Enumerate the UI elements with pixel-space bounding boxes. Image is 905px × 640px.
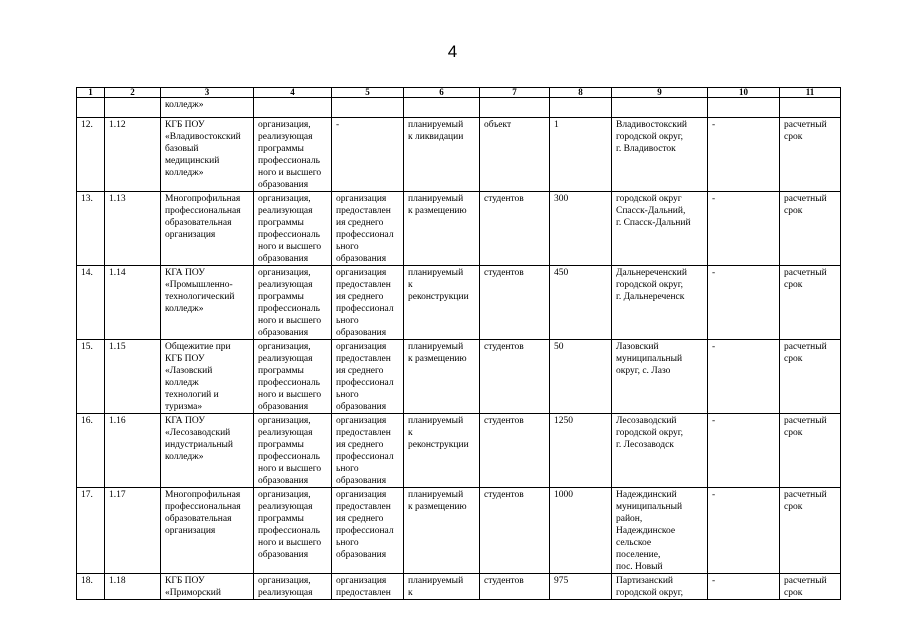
cell-unit [480, 98, 550, 118]
cell-unit: студентов [480, 192, 550, 266]
table-row [77, 98, 841, 118]
cell-term: расчетный срок [780, 488, 841, 574]
cell-object-type: организация, реализующая [254, 574, 332, 600]
cell-capacity: 1 [550, 118, 612, 192]
table-row [77, 574, 841, 600]
cell-object-purpose: - [332, 118, 404, 192]
cell-unit: студентов [480, 414, 550, 488]
cell-status: планируемый к [404, 574, 480, 600]
cell-zone: - [708, 340, 780, 414]
cell-capacity: 1000 [550, 488, 612, 574]
cell-capacity [550, 98, 612, 118]
cell-term [780, 98, 841, 118]
column-header-object-purpose: 5 [332, 88, 404, 98]
cell-object-type: организация, реализующая программы профессиональ ного и высшего образования [254, 414, 332, 488]
cell-term: расчетный срок [780, 266, 841, 340]
cell-status: планируемый к реконструкции [404, 414, 480, 488]
table-row [77, 192, 841, 266]
cell-location [612, 98, 708, 118]
cell-capacity: 975 [550, 574, 612, 600]
cell-object-type: организация, реализующая программы профессиональ ного и высшего образования [254, 266, 332, 340]
cell-zone: - [708, 488, 780, 574]
table-header-row [77, 88, 841, 98]
cell-object-name: КГА ПОУ «Промышленно- технологический колледж» [161, 266, 254, 340]
cell-status [404, 98, 480, 118]
page-number: 4 [447, 42, 458, 61]
cell-zone: - [708, 192, 780, 266]
cell-status: планируемый к реконструкции [404, 266, 480, 340]
cell-row-number: 12. [77, 118, 105, 192]
cell-location: Владивостокский городской округ, г. Владивосток [612, 118, 708, 192]
column-header-zone: 10 [708, 88, 780, 98]
table-row [77, 340, 841, 414]
cell-location: Лазовский муниципальный округ, с. Лазо [612, 340, 708, 414]
cell-capacity: 1250 [550, 414, 612, 488]
cell-object-name: КГБ ПОУ «Владивостокский базовый медицинский колледж» [161, 118, 254, 192]
cell-row-number [77, 98, 105, 118]
cell-item-code: 1.12 [105, 118, 161, 192]
column-header-object-type: 4 [254, 88, 332, 98]
cell-capacity: 300 [550, 192, 612, 266]
cell-row-number: 14. [77, 266, 105, 340]
cell-status: планируемый к размещению [404, 488, 480, 574]
cell-item-code: 1.15 [105, 340, 161, 414]
cell-unit: студентов [480, 266, 550, 340]
cell-unit: студентов [480, 488, 550, 574]
cell-item-code: 1.13 [105, 192, 161, 266]
cell-location: Партизанский городской округ, [612, 574, 708, 600]
cell-location: Лесозаводский городской округ, г. Лесозаводск [612, 414, 708, 488]
table-body [77, 88, 841, 600]
column-header-capacity: 8 [550, 88, 612, 98]
cell-status: планируемый к размещению [404, 340, 480, 414]
cell-row-number: 15. [77, 340, 105, 414]
table-row [77, 266, 841, 340]
cell-object-purpose: организация предоставлен ия среднего профессионал ьного образования [332, 414, 404, 488]
cell-capacity: 50 [550, 340, 612, 414]
cell-object-purpose: организация предоставлен [332, 574, 404, 600]
cell-location: городской округ Спасск-Дальний, г. Спасск-Дальний [612, 192, 708, 266]
cell-object-purpose: организация предоставлен ия среднего профессионал ьного образования [332, 340, 404, 414]
cell-term: расчетный срок [780, 414, 841, 488]
cell-location: Дальнереченский городской округ, г. Дальнереченск [612, 266, 708, 340]
cell-item-code: 1.18 [105, 574, 161, 600]
column-header-item-code: 2 [105, 88, 161, 98]
cell-object-purpose: организация предоставлен ия среднего профессионал ьного образования [332, 266, 404, 340]
cell-object-name: Общежитие при КГБ ПОУ «Лазовский колледж технологий и туризма» [161, 340, 254, 414]
cell-item-code: 1.14 [105, 266, 161, 340]
cell-row-number: 18. [77, 574, 105, 600]
cell-term: расчетный срок [780, 118, 841, 192]
column-header-location: 9 [612, 88, 708, 98]
column-header-term: 11 [780, 88, 841, 98]
cell-term: расчетный срок [780, 574, 841, 600]
column-header-unit: 7 [480, 88, 550, 98]
table-row [77, 118, 841, 192]
cell-term: расчетный срок [780, 340, 841, 414]
cell-item-code [105, 98, 161, 118]
cell-object-name: КГБ ПОУ «Приморский [161, 574, 254, 600]
cell-row-number: 16. [77, 414, 105, 488]
cell-object-name: Многопрофильная профессиональная образовательная организация [161, 192, 254, 266]
cell-unit: объект [480, 118, 550, 192]
cell-object-type: организация, реализующая программы профессиональ ного и высшего образования [254, 340, 332, 414]
cell-row-number: 17. [77, 488, 105, 574]
table-row [77, 414, 841, 488]
cell-zone [708, 98, 780, 118]
cell-status: планируемый к размещению [404, 192, 480, 266]
cell-object-purpose [332, 98, 404, 118]
column-header-status: 6 [404, 88, 480, 98]
cell-row-number: 13. [77, 192, 105, 266]
cell-capacity: 450 [550, 266, 612, 340]
table-row [77, 488, 841, 574]
cell-object-type: организация, реализующая программы профессиональ ного и высшего образования [254, 192, 332, 266]
cell-object-purpose: организация предоставлен ия среднего профессионал ьного образования [332, 488, 404, 574]
cell-status: планируемый к ликвидации [404, 118, 480, 192]
cell-item-code: 1.17 [105, 488, 161, 574]
cell-object-name: КГА ПОУ «Лесозаводский индустриальный колледж» [161, 414, 254, 488]
cell-zone: - [708, 266, 780, 340]
column-header-object-name: 3 [161, 88, 254, 98]
cell-zone: - [708, 118, 780, 192]
cell-unit: студентов [480, 340, 550, 414]
cell-zone: - [708, 574, 780, 600]
column-header-row-number: 1 [77, 88, 105, 98]
cell-object-name: Многопрофильная профессиональная образовательная организация [161, 488, 254, 574]
cell-term: расчетный срок [780, 192, 841, 266]
cell-object-type: организация, реализующая программы профессиональ ного и высшего образования [254, 118, 332, 192]
cell-object-type [254, 98, 332, 118]
cell-item-code: 1.16 [105, 414, 161, 488]
cell-zone: - [708, 414, 780, 488]
objects-table [76, 87, 841, 600]
cell-unit: студентов [480, 574, 550, 600]
cell-location: Надеждинский муниципальный район, Надеждинское сельское поселение, пос. Новый [612, 488, 708, 574]
cell-object-type: организация, реализующая программы профессиональ ного и высшего образования [254, 488, 332, 574]
cell-object-name: колледж» [161, 98, 254, 118]
cell-object-purpose: организация предоставлен ия среднего профессионал ьного образования [332, 192, 404, 266]
